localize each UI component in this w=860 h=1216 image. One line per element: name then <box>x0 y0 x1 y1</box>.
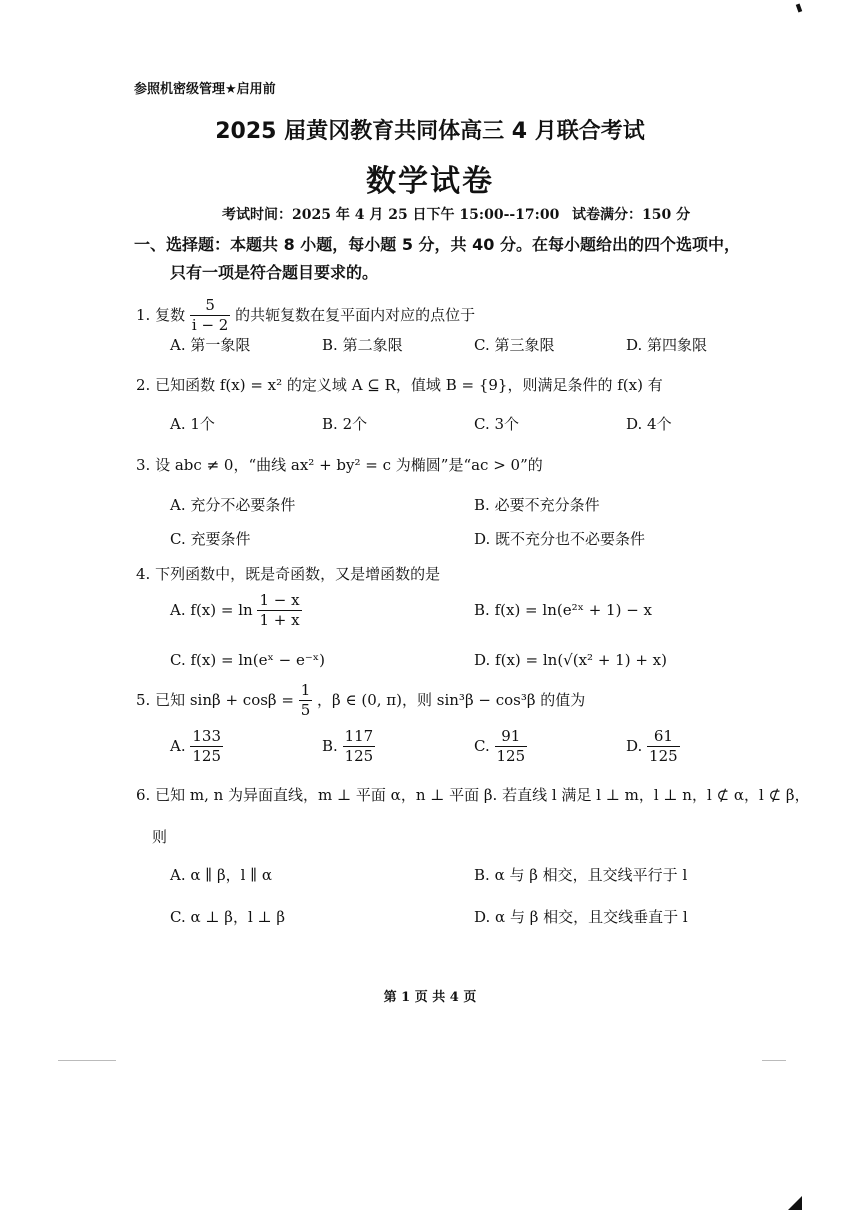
q1-option-c <box>474 334 555 355</box>
fraction-numerator: 117 <box>343 728 376 747</box>
question-number: 6. <box>136 786 151 804</box>
q4-option-d <box>474 651 667 669</box>
scan-rule-left <box>58 1060 116 1061</box>
option-text: f(x) = ln(e²ˣ + 1) − x <box>494 601 653 619</box>
q5-option-c <box>474 728 527 766</box>
question-5 <box>136 682 585 720</box>
q5-option-b <box>322 728 375 766</box>
option-label: C. <box>170 651 186 669</box>
option-text: 1个 <box>190 415 215 433</box>
subject-title: 数学试卷 <box>366 164 494 199</box>
fraction-numerator: 133 <box>190 728 223 747</box>
option-text: f(x) = ln <box>190 600 253 619</box>
q5-option-a <box>170 728 223 766</box>
q3-option-c <box>170 528 251 549</box>
q1-option-a <box>170 334 250 355</box>
question-1 <box>136 297 475 335</box>
fraction-denominator: 125 <box>496 747 526 766</box>
option-text: f(x) = ln(eˣ − e⁻ˣ) <box>190 651 325 669</box>
question-6-continuation: 则 <box>152 828 168 846</box>
q4-option-a <box>170 592 302 630</box>
option-text: 4个 <box>647 415 672 433</box>
option-label: B. <box>474 496 490 514</box>
q1-option-b <box>322 334 403 355</box>
option-text: 第一象限 <box>190 336 251 354</box>
question-text: 下列函数中，既是奇函数，又是增函数的是 <box>155 565 441 583</box>
option-text: α 与 β 相交，且交线垂直于 l <box>495 908 688 926</box>
section-heading-line2: 只有一项是符合题目要求的。 <box>170 263 379 282</box>
option-label: D. <box>474 908 491 926</box>
scan-mark-top-right <box>796 4 802 13</box>
scan-mark-bottom-right <box>788 1196 802 1210</box>
section-heading-line1: 一、选择题：本题共 8 小题，每小题 5 分，共 40 分。在每小题给出的四个选项中， <box>134 235 740 254</box>
option-label: A. <box>170 600 186 619</box>
option-text: 3个 <box>494 415 520 433</box>
question-6 <box>136 784 810 805</box>
option-label: A. <box>170 736 186 755</box>
exam-time: 考试时间：2025 年 4 月 25 日下午 15:00--17:00 <box>222 207 560 223</box>
option-fraction <box>257 592 301 630</box>
option-fraction <box>190 728 223 766</box>
option-label: D. <box>626 415 643 433</box>
option-label: C. <box>170 530 186 548</box>
option-fraction <box>495 728 528 766</box>
exam-title: 2025 届黄冈教育共同体高三 4 月联合考试 <box>215 119 645 144</box>
option-label: A. <box>170 415 186 433</box>
option-label: D. <box>626 336 643 354</box>
question-number: 4. <box>136 565 151 583</box>
option-label: A. <box>170 336 186 354</box>
option-text: α ⊥ β，l ⊥ β <box>190 908 286 926</box>
question-text: 复数 <box>155 305 186 324</box>
fraction-numerator: 1 − x <box>257 592 301 611</box>
option-text: 第三象限 <box>494 336 555 354</box>
option-label: B. <box>474 601 490 619</box>
option-text: 第二象限 <box>342 336 403 354</box>
option-fraction <box>647 728 680 766</box>
option-label: A. <box>170 866 186 884</box>
fraction-denominator: 1 + x <box>259 611 300 630</box>
q6-option-b <box>474 864 687 885</box>
option-label: B. <box>322 736 338 755</box>
question-fraction <box>190 297 230 335</box>
q2-option-a <box>170 413 215 434</box>
question-number: 2. <box>136 376 151 394</box>
option-label: A. <box>170 496 186 514</box>
option-label: B. <box>322 415 338 433</box>
fraction-denominator: 125 <box>192 747 222 766</box>
option-label: C. <box>170 908 186 926</box>
question-text: 的共轭复数在复平面内对应的点位于 <box>235 305 476 324</box>
option-text: f(x) = ln(√(x² + 1) + x) <box>495 651 667 669</box>
option-label: C. <box>474 415 490 433</box>
question-fraction <box>299 682 313 720</box>
option-text: α 与 β 相交，且交线平行于 l <box>494 866 688 884</box>
question-text: 已知函数 f(x) = x² 的定义域 A ⊆ R，值域 B = {9}，则满足条件的 f(x) 有 <box>155 376 663 394</box>
q5-option-d <box>626 728 680 766</box>
q2-option-b <box>322 413 367 434</box>
question-text: 设 abc ≠ 0，“曲线 ax² + by² = c 为椭圆”是“ac > 0”的 <box>155 456 543 474</box>
q4-option-b <box>474 601 652 619</box>
question-number: 5. <box>136 690 151 709</box>
question-number: 3. <box>136 456 151 474</box>
question-2 <box>136 374 663 395</box>
fraction-denominator: 5 <box>300 701 311 720</box>
q2-option-c <box>474 413 519 434</box>
q6-option-d <box>474 906 688 927</box>
option-label: B. <box>474 866 490 884</box>
question-3 <box>136 454 543 475</box>
fraction-numerator: 61 <box>647 728 680 747</box>
question-text: 已知 m, n 为异面直线，m ⊥ 平面 α，n ⊥ 平面 β. 若直线 l 满足 l ⊥ m，l ⊥ n，l ⊄ α，l ⊄ β， <box>155 786 810 804</box>
option-text: α ∥ β，l ∥ α <box>190 866 273 884</box>
q3-option-a <box>170 494 295 515</box>
fraction-numerator: 1 <box>299 682 313 701</box>
question-text: 已知 sinβ + cosβ = <box>155 690 294 709</box>
option-label: D. <box>474 651 491 669</box>
page-number: 第 1 页 共 4 页 <box>383 990 477 1005</box>
option-text: 充分不必要条件 <box>190 496 296 514</box>
question-number: 1. <box>136 305 151 324</box>
q6-option-c <box>170 906 285 927</box>
q2-option-d <box>626 413 672 434</box>
option-text: 充要条件 <box>190 530 251 548</box>
fraction-denominator: 125 <box>344 747 374 766</box>
option-label: D. <box>626 736 643 755</box>
fraction-numerator: 5 <box>190 297 230 316</box>
question-text: ，β ∈ (0, π)，则 sin³β − cos³β 的值为 <box>317 690 586 709</box>
option-label: C. <box>474 336 490 354</box>
option-text: 必要不充分条件 <box>494 496 600 514</box>
option-fraction <box>343 728 376 766</box>
q1-option-d <box>626 334 707 355</box>
q4-option-c <box>170 651 325 669</box>
q3-option-b <box>474 494 600 515</box>
option-label: C. <box>474 736 490 755</box>
option-text: 2个 <box>342 415 368 433</box>
scan-rule-right <box>762 1060 786 1061</box>
fraction-numerator: 91 <box>495 728 528 747</box>
fraction-denominator: i − 2 <box>191 316 229 335</box>
fraction-denominator: 125 <box>649 747 678 766</box>
q6-option-a <box>170 864 272 885</box>
q3-option-d <box>474 528 645 549</box>
option-text: 既不充分也不必要条件 <box>495 530 646 548</box>
option-text: 第四象限 <box>647 336 708 354</box>
option-label: B. <box>322 336 338 354</box>
option-label: D. <box>474 530 491 548</box>
confidential-label: 参照机密级管理★启用前 <box>134 82 276 97</box>
question-4 <box>136 563 440 584</box>
full-score: 试卷满分：150 分 <box>572 207 691 223</box>
